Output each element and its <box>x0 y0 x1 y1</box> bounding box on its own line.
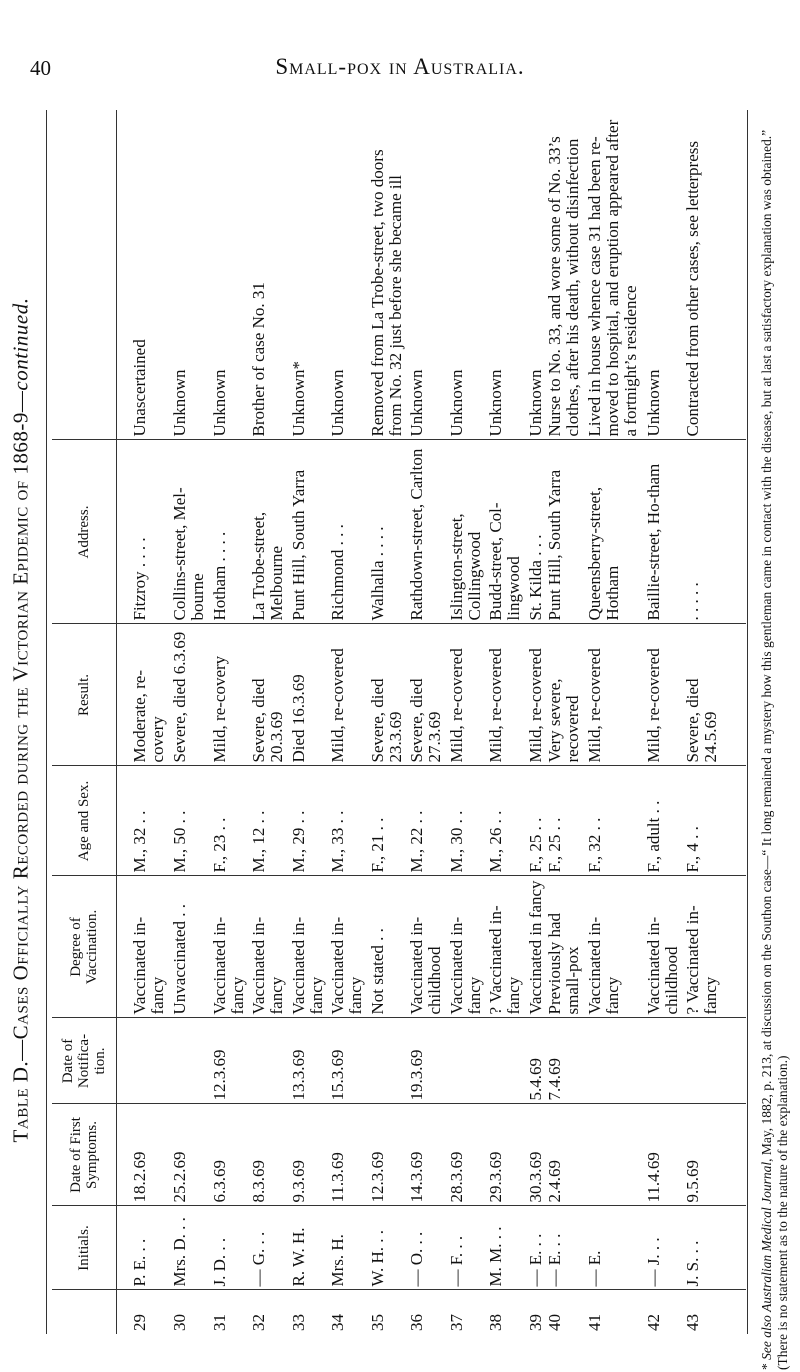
cell-no: 37 <box>448 1290 487 1334</box>
cell-result: Mild, re-covery <box>211 624 250 766</box>
cell-notification: 13.3.69 <box>290 1018 329 1104</box>
cell-initials: J. S. . . <box>684 1206 746 1290</box>
cell-age-sex: F., 25 . . <box>546 766 585 876</box>
cell-age-sex: F., 21 . . <box>369 766 408 876</box>
cell-vaccination: Not stated . . <box>369 876 408 1018</box>
cell-notification: 12.3.69 <box>211 1018 250 1104</box>
cell-notification: 5.4.69 <box>527 1018 547 1104</box>
caption-divider-line <box>46 110 47 1334</box>
header-case-number <box>52 1290 116 1334</box>
header-address: Address. <box>52 440 116 624</box>
cell-vaccination: Vaccinated in-childhood <box>408 876 447 1018</box>
cases-table-container <box>52 110 746 1334</box>
cell-age-sex: M., 30 . . <box>448 766 487 876</box>
cell-result: Mild, re-covered <box>586 624 645 766</box>
table-caption <box>9 100 34 1340</box>
cell-initials: Mrs. H. <box>329 1206 368 1290</box>
cell-source: Unknown* <box>288 360 308 437</box>
cell-result: Mild, re-covered <box>487 624 526 766</box>
table-row <box>546 110 585 1334</box>
cell-initials: — O. . . <box>408 1206 447 1290</box>
cell-first-symptoms: 25.2.69 <box>171 1104 210 1206</box>
cell-notification <box>116 1018 171 1104</box>
table-row <box>448 110 487 1334</box>
cell-no: 40 <box>546 1290 585 1334</box>
cell-address: Richmond . . . <box>329 440 368 624</box>
cell-vaccination: Vaccinated in-childhood <box>645 876 684 1018</box>
cell-address: Fitzroy . . . . <box>116 440 171 624</box>
cell-first-symptoms: 29.3.69 <box>487 1104 526 1206</box>
cell-initials: — E. . . <box>546 1206 585 1290</box>
cell-address: Rathdown-street, Carlton <box>408 440 447 624</box>
cell-age-sex: F., 32 . . <box>586 766 645 876</box>
cell-address: Punt Hill, South Yarra <box>546 440 585 624</box>
header-first-symptoms: Date of First Symptoms. <box>52 1104 116 1206</box>
cell-age-sex: F., 4 . . <box>684 766 746 876</box>
cases-table-rotated <box>52 110 746 1334</box>
cell-notification: 15.3.69 <box>329 1018 368 1104</box>
table-row <box>586 110 645 1334</box>
cell-notification: 19.3.69 <box>408 1018 447 1104</box>
cell-vaccination: Vaccinated in-fancy <box>586 876 645 1018</box>
cell-source: Unknown <box>486 369 506 437</box>
cell-vaccination: Vaccinated in-fancy <box>211 876 250 1018</box>
cell-age-sex: M., 50 . . <box>171 766 210 876</box>
table-caption-container <box>4 100 38 1340</box>
cell-vaccination: Vaccinated in-fancy <box>290 876 329 1018</box>
cell-vaccination: Vaccinated in-fancy <box>448 876 487 1018</box>
cell-notification <box>448 1018 487 1104</box>
cell-first-symptoms: 11.4.69 <box>645 1104 684 1206</box>
cell-notification <box>369 1018 408 1104</box>
cell-result: Mild, re-covered <box>329 624 368 766</box>
cell-source: Unknown <box>407 369 427 437</box>
cell-address: Punt Hill, South Yarra <box>290 440 329 624</box>
cell-first-symptoms: 2.4.69 <box>546 1104 585 1206</box>
cell-initials: — J. . . <box>645 1206 684 1290</box>
cell-notification <box>250 1018 289 1104</box>
header-vaccination: Degree of Vaccination. <box>52 876 116 1018</box>
cell-initials: R. W. H. <box>290 1206 329 1290</box>
cell-notification: 7.4.69 <box>546 1018 585 1104</box>
cell-address: Baillie-street, Ho-tham <box>645 440 684 624</box>
cell-source: Unknown <box>170 369 190 437</box>
table-row <box>684 110 746 1334</box>
cell-notification <box>487 1018 526 1104</box>
footnote-text: , May, 1882, p. 213, at discussion on the Southon case—“ It long remained a mystery how this gentleman came in contact with the disease, but at last a satisfactory explanation was obtained.” (There is no statement as to the nature of the explanation.) <box>759 129 790 1370</box>
footnote-journal: Australian Medical Journal <box>759 1161 774 1312</box>
cell-address: Hotham . . . . <box>211 440 250 624</box>
cell-address: Budd-street, Col-lingwood <box>487 440 526 624</box>
cell-source: Unknown <box>525 369 545 437</box>
cell-address: Collins-street, Mel-bourne <box>171 440 210 624</box>
cell-vaccination: Unvaccinated . . <box>171 876 210 1018</box>
cell-first-symptoms: 9.5.69 <box>684 1104 746 1206</box>
table-row <box>116 110 171 1334</box>
cell-result: Mild, re-covered <box>527 624 547 766</box>
cell-initials: — E. <box>586 1206 645 1290</box>
cell-result: Severe, died 27.3.69 <box>408 624 447 766</box>
cell-first-symptoms: 12.3.69 <box>369 1104 408 1206</box>
cell-no: 32 <box>250 1290 289 1334</box>
cell-no: 42 <box>645 1290 684 1334</box>
cell-result: Moderate, re-covery <box>116 624 171 766</box>
cell-initials: — G. . . <box>250 1206 289 1290</box>
cell-no: 38 <box>487 1290 526 1334</box>
cell-result: Severe, died 24.5.69 <box>684 624 746 766</box>
table-row <box>290 110 329 1334</box>
header-notification: Date of Notifica-tion. <box>52 1018 116 1104</box>
table-row <box>527 110 547 1334</box>
cell-no: 29 <box>116 1290 171 1334</box>
cell-first-symptoms: 8.3.69 <box>250 1104 289 1206</box>
cell-address: La Trobe-street, Melbourne <box>250 440 289 624</box>
cell-source: Unknown <box>209 369 229 437</box>
cell-initials: M. M. . . <box>487 1206 526 1290</box>
table-row <box>250 110 289 1334</box>
cell-source: Contracted from other cases, see letterpress <box>683 141 703 437</box>
cell-address: . . . . . <box>684 440 746 624</box>
cell-first-symptoms: 30.3.69 <box>527 1104 547 1206</box>
header-age-sex: Age and Sex. <box>52 766 116 876</box>
table-row <box>408 110 447 1334</box>
table-caption-continued: continued. <box>8 297 33 391</box>
cell-first-symptoms: 28.3.69 <box>448 1104 487 1206</box>
cell-vaccination: Vaccinated in-fancy <box>116 876 171 1018</box>
cell-vaccination: ? Vaccinated in-fancy <box>487 876 526 1018</box>
cell-no: 36 <box>408 1290 447 1334</box>
cell-first-symptoms <box>586 1104 645 1206</box>
cell-result: Died 16.3.69 <box>290 624 329 766</box>
cell-vaccination: ? Vaccinated in-fancy <box>684 876 746 1018</box>
table-row <box>211 110 250 1334</box>
cell-first-symptoms: 6.3.69 <box>211 1104 250 1206</box>
cell-notification <box>684 1018 746 1104</box>
table-header-row <box>52 110 116 1334</box>
header-result: Result. <box>52 624 116 766</box>
footnote-see: See also <box>759 1315 774 1360</box>
page-number: 40 <box>30 56 51 80</box>
cell-source: Brother of case No. 31 <box>249 282 269 437</box>
cell-age-sex: M., 26 . . <box>487 766 526 876</box>
cell-no: 43 <box>684 1290 746 1334</box>
cell-age-sex: F., adult . . <box>645 766 684 876</box>
cell-age-sex: F., 25 . . <box>527 766 547 876</box>
cell-vaccination: Vaccinated in-fancy <box>329 876 368 1018</box>
cell-result: Very severe, recovered <box>546 624 585 766</box>
cell-first-symptoms: 18.2.69 <box>116 1104 171 1206</box>
cell-result: Severe, died 23.3.69 <box>369 624 408 766</box>
cell-address: Walhalla . . . . <box>369 440 408 624</box>
table-row <box>487 110 526 1334</box>
cell-first-symptoms: 9.3.69 <box>290 1104 329 1206</box>
cell-age-sex: F., 23 . . <box>211 766 250 876</box>
cell-source: Unknown <box>644 369 663 437</box>
cell-notification <box>586 1018 645 1104</box>
cell-source: Unknown <box>446 369 466 437</box>
cell-notification <box>645 1018 684 1104</box>
cell-age-sex: M., 29 . . <box>290 766 329 876</box>
cell-vaccination: Previously had small-pox <box>546 876 585 1018</box>
cell-no: 35 <box>369 1290 408 1334</box>
cell-source: Nurse to No. 33, and wore some of No. 33’s clothes, after his death, without disinfection <box>545 136 583 437</box>
footnote-container <box>752 100 798 1370</box>
cell-age-sex: M., 32 . . <box>116 766 171 876</box>
cell-initials: W. H. . . <box>369 1206 408 1290</box>
table-row <box>171 110 210 1334</box>
cell-first-symptoms: 11.3.69 <box>329 1104 368 1206</box>
cell-no: 34 <box>329 1290 368 1334</box>
cell-source: Unascertained <box>129 339 149 437</box>
cell-source: Lived in house whence case 31 had been re-moved to hospital, and eruption appeared after a fortnight’s residence <box>584 119 640 437</box>
footnote-mark: * <box>759 1363 774 1370</box>
table-row <box>369 110 408 1334</box>
table-caption-main: Table D.—Cases Officially Recorded during the Victorian Epidemic of 1868-9— <box>8 390 33 1143</box>
cell-result: Severe, died 6.3.69 <box>171 624 210 766</box>
cell-vaccination: Vaccinated in-fancy <box>250 876 289 1018</box>
cell-result: Mild, re-covered <box>448 624 487 766</box>
cell-initials: — F. . . <box>448 1206 487 1290</box>
cell-address: St. Kilda . . . <box>527 440 547 624</box>
header-initials: Initials. <box>52 1206 116 1290</box>
cell-address: Islington-street, Collingwood <box>448 440 487 624</box>
cases-table <box>52 110 746 1334</box>
cell-no: 30 <box>171 1290 210 1334</box>
header-source <box>52 110 116 440</box>
cell-address: Queensberry-street, Hotham <box>586 440 645 624</box>
table-row <box>329 110 368 1334</box>
cell-initials: J. D. . . <box>211 1206 250 1290</box>
cell-initials: — E. . . <box>527 1206 547 1290</box>
cell-source: Unknown <box>328 369 348 437</box>
table-row <box>645 110 684 1334</box>
cell-age-sex: M., 12 . . <box>250 766 289 876</box>
footnote-divider-line <box>747 110 748 1334</box>
table-body <box>116 110 746 1334</box>
cell-no: 33 <box>290 1290 329 1334</box>
cell-result: Mild, re-covered <box>645 624 684 766</box>
cell-no: 39 <box>527 1290 547 1334</box>
cell-vaccination: Vaccinated in fancy <box>527 876 547 1018</box>
footnote <box>759 100 791 1370</box>
cell-result: Severe, died 20.3.69 <box>250 624 289 766</box>
cell-first-symptoms: 14.3.69 <box>408 1104 447 1206</box>
cell-notification <box>171 1018 210 1104</box>
cell-no: 41 <box>586 1290 645 1334</box>
cell-age-sex: M., 33 . . <box>329 766 368 876</box>
cell-source: Removed from La Trobe-street, two doors from No. 32 just before she became ill <box>367 149 405 437</box>
cell-age-sex: M., 22 . . <box>408 766 447 876</box>
cell-no: 31 <box>211 1290 250 1334</box>
cell-initials: Mrs. D. . . <box>171 1206 210 1290</box>
cell-initials: P. E. . . <box>116 1206 171 1290</box>
running-header: Small-pox in Australia. <box>275 54 525 79</box>
